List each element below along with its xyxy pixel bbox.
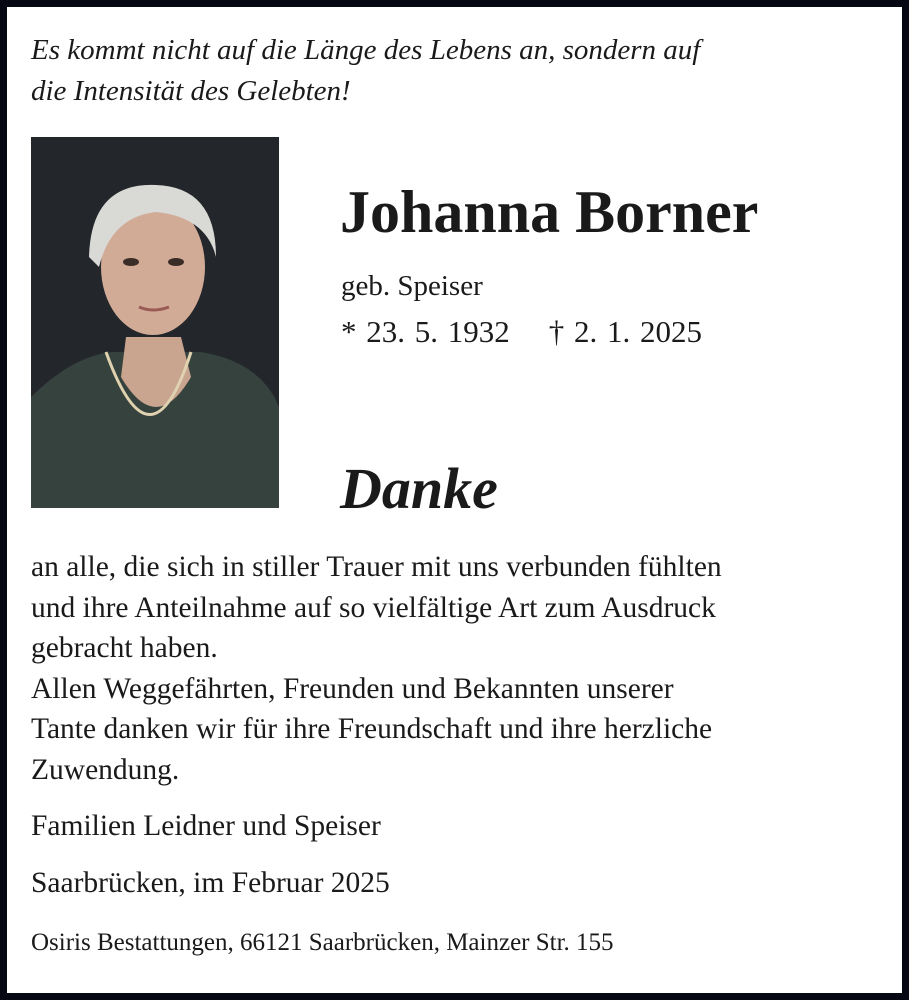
- body-line: Allen Weggefährten, Freunden und Bekannten unserer: [31, 672, 674, 705]
- birth-date: * 23. 5. 1932: [341, 314, 510, 349]
- portrait-photo: [31, 137, 279, 508]
- death-date: † 2. 1. 2025: [548, 314, 702, 349]
- deceased-name: Johanna Borner: [340, 179, 759, 245]
- life-dates: [341, 314, 702, 350]
- heading-danke: Danke: [340, 456, 498, 521]
- family-signature: Familien Leidner und Speiser: [31, 810, 381, 842]
- thanks-text: [31, 547, 722, 790]
- place-date: Saarbrücken, im Februar 2025: [31, 867, 390, 899]
- undertaker-info: Osiris Bestattungen, 66121 Saarbrücken, Mainzer Str. 155: [31, 929, 614, 956]
- quote: [31, 30, 700, 112]
- body-line: und ihre Anteilnahme auf so vielfältige Art zum Ausdruck: [31, 591, 716, 624]
- body-line: an alle, die sich in stiller Trauer mit uns verbunden fühlten: [31, 551, 722, 583]
- quote-line: Es kommt nicht auf die Länge des Lebens an, sondern auf: [31, 34, 701, 66]
- quote-line: die Intensität des Gelebten!: [31, 75, 351, 107]
- body-line: Zuwendung.: [31, 753, 180, 786]
- body-line: Tante danken wir für ihre Freundschaft und ihre herzliche: [31, 713, 713, 745]
- body-line: gebracht haben.: [31, 632, 218, 664]
- birth-name: geb. Speiser: [341, 270, 483, 302]
